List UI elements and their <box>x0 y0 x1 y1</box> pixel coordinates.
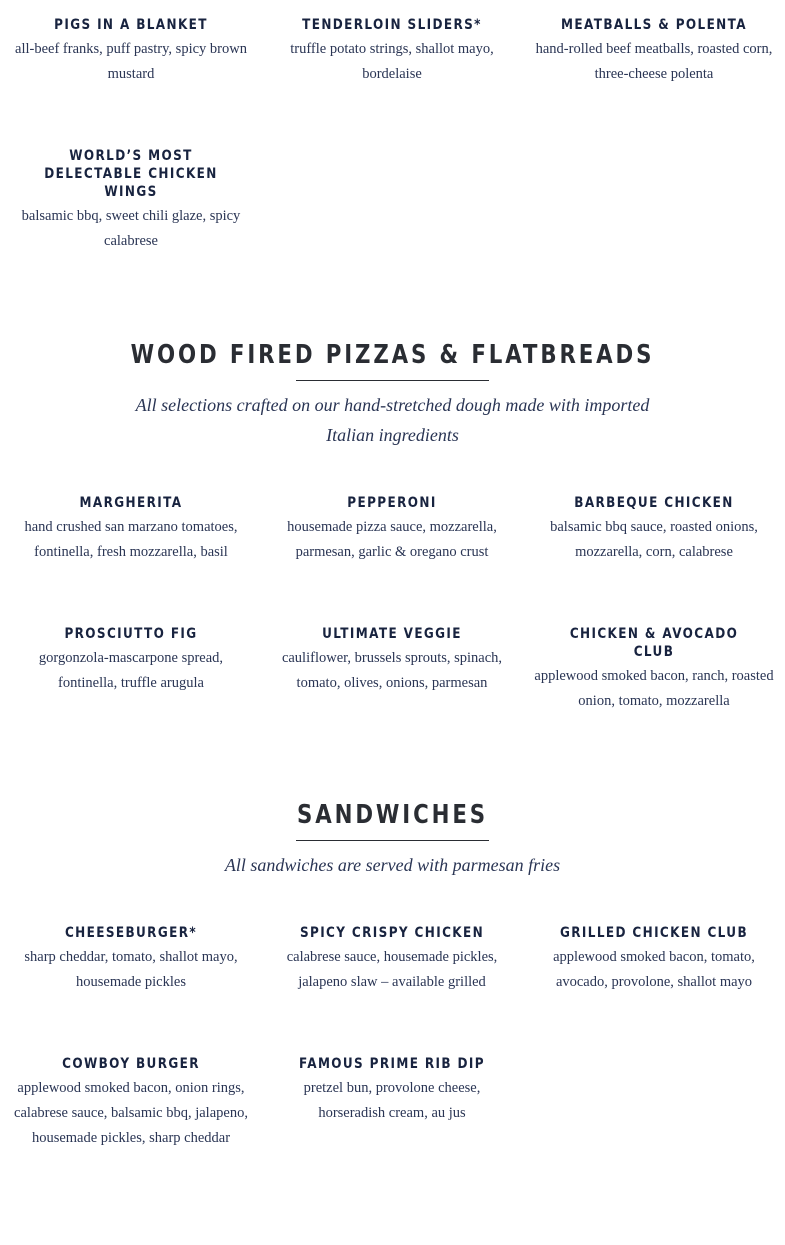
menu-item-description: housemade pizza sauce, mozzarella, parmesan, garlic & oregano crust <box>287 519 497 560</box>
section-divider <box>296 840 489 841</box>
menu-item <box>272 16 512 87</box>
menu-item-description: cauliflower, brussels sprouts, spinach, tomato, olives, onions, parmesan <box>281 650 503 691</box>
menu-item-description: pretzel bun, provolone cheese, horseradish cream, au jus <box>303 1080 481 1121</box>
menu-item <box>272 494 512 565</box>
menu-item-name: BARBEQUE CHICKEN <box>574 495 734 511</box>
section-subtitle-pizzas: All selections crafted on our hand-stretched dough made with imported Italian ingredients <box>135 395 650 445</box>
menu-item <box>11 16 251 87</box>
menu-item-name: ULTIMATE VEGGIE <box>322 626 462 642</box>
menu-item-name: SPICY CRISPY CHICKEN <box>299 925 485 941</box>
menu-item-description: all-beef franks, puff pastry, spicy brown mustard <box>15 41 247 82</box>
menu-item-name: TENDERLOIN SLIDERS* <box>302 17 482 33</box>
menu-item-description: balsamic bbq, sweet chili glaze, spicy calabrese <box>21 208 241 249</box>
menu-item <box>534 625 774 714</box>
menu-item-name: PEPPERONI <box>347 495 437 511</box>
menu-item-description: sharp cheddar, tomato, shallot mayo, housemade pickles <box>24 949 238 990</box>
menu-item-name: MEATBALLS & POLENTA <box>561 17 747 33</box>
menu-item-description: balsamic bbq sauce, roasted onions, mozzarella, corn, calabrese <box>550 519 758 560</box>
section-title-sandwiches: SANDWICHES <box>297 800 488 830</box>
menu-item <box>11 494 251 565</box>
menu-item-name: GRILLED CHICKEN CLUB <box>560 925 748 941</box>
menu-item-description: applewood smoked bacon, tomato, avocado, provolone, shallot mayo <box>553 949 755 990</box>
menu-item-name: CHICKEN & AVOCADO CLUB <box>569 626 739 660</box>
menu-item <box>534 924 774 995</box>
menu-item-name: CHEESEBURGER* <box>64 925 198 941</box>
menu-item-description: calabrese sauce, housemade pickles, jalapeno slaw – available grilled <box>286 949 498 990</box>
section-subtitle-sandwiches: All sandwiches are served with parmesan fries <box>224 855 561 875</box>
menu-item-description: applewood smoked bacon, ranch, roasted onion, tomato, mozzarella <box>534 668 774 709</box>
menu-item-name: COWBOY BURGER <box>62 1056 200 1072</box>
menu-item <box>11 1055 251 1151</box>
menu-item <box>272 625 512 696</box>
menu-item-name: MARGHERITA <box>79 495 183 511</box>
section-divider <box>296 380 489 381</box>
menu-item-name: PIGS IN A BLANKET <box>54 17 208 33</box>
menu-item <box>272 1055 512 1126</box>
menu-item-description: truffle potato strings, shallot mayo, bordelaise <box>290 41 494 82</box>
menu-item-description: gorgonzola-mascarpone spread, fontinella, truffle arugula <box>38 650 224 691</box>
menu-item-description: hand-rolled beef meatballs, roasted corn, three-cheese polenta <box>535 41 773 82</box>
menu-item-name: PROSCIUTTO FIG <box>64 626 198 642</box>
menu-item-description: hand crushed san marzano tomatoes, fontinella, fresh mozzarella, basil <box>24 519 238 560</box>
section-title-pizzas: WOOD FIRED PIZZAS & FLATBREADS <box>130 340 655 370</box>
menu-item-name: WORLD’S MOST DELECTABLE CHICKEN WINGS <box>44 148 218 200</box>
menu-item <box>11 147 251 254</box>
menu-item <box>11 924 251 995</box>
menu-item <box>11 625 251 696</box>
menu-item <box>272 924 512 995</box>
menu-item <box>534 16 774 87</box>
menu-item-name: FAMOUS PRIME RIB DIP <box>299 1056 485 1072</box>
menu-item-description: applewood smoked bacon, onion rings, calabrese sauce, balsamic bbq, jalapeno, housemade pickles, sharp cheddar <box>14 1080 248 1146</box>
menu-item <box>534 494 774 565</box>
